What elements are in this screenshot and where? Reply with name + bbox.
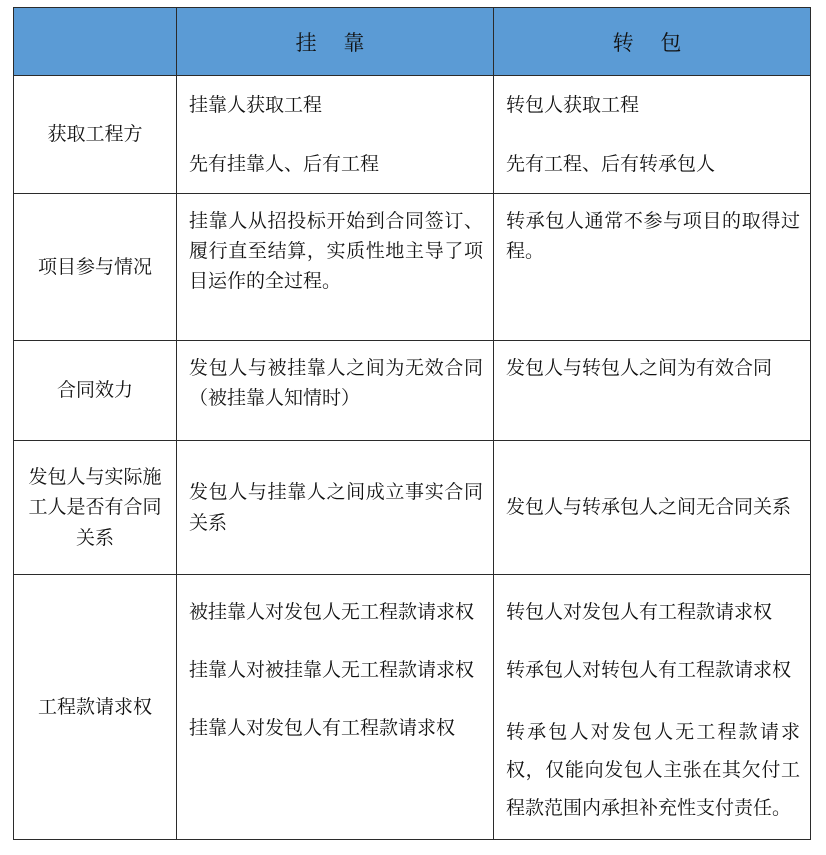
zhuanbao-cell [494, 441, 811, 575]
cell-line: 挂靠人对被挂靠人无工程款请求权 [189, 659, 475, 682]
table-row [14, 341, 811, 441]
cell-line: 发包人与转包人之间为有效合同 [506, 357, 773, 379]
cell-line: 挂靠人获取工程 [189, 94, 323, 117]
table-row [14, 441, 811, 575]
header-empty-cell [14, 8, 177, 76]
cell-line: 先有挂靠人、后有工程 [189, 152, 380, 175]
cell-line: 转包人获取工程 [506, 94, 640, 117]
guakao-cell [177, 341, 494, 441]
zhuanbao-cell [494, 76, 811, 194]
comparison-table [13, 7, 811, 840]
guakao-cell [177, 194, 494, 341]
cell-line: 挂靠人对发包人有工程款请求权 [189, 717, 456, 740]
guakao-cell [177, 441, 494, 575]
header-row [14, 8, 811, 76]
guakao-cell [177, 76, 494, 194]
table-row [14, 76, 811, 194]
cell-line: 转承包人对发包人无工程款请求权，仅能向发包人主张在其欠付工程款范围内承担补充性支付责任。 [506, 721, 800, 820]
row-label: 合同效力 [14, 341, 177, 441]
cell-line: 发包人与转承包人之间无合同关系 [506, 496, 792, 519]
zhuanbao-cell [494, 194, 811, 341]
row-label: 获取工程方 [14, 76, 177, 194]
guakao-cell [177, 575, 494, 840]
cell-line: 发包人与被挂靠人之间为无效合同（被挂靠人知情时） [189, 357, 483, 410]
header-zhuanbao: 转 包 [494, 8, 811, 76]
table-row [14, 194, 811, 341]
zhuanbao-cell [494, 341, 811, 441]
header-guakao: 挂 靠 [177, 8, 494, 76]
cell-line: 转包人对发包人有工程款请求权 [506, 601, 773, 623]
table-row [14, 575, 811, 840]
zhuanbao-cell [494, 575, 811, 840]
cell-line: 转承包人对转包人有工程款请求权 [506, 659, 792, 682]
cell-line: 挂靠人从招投标开始到合同签订、履行直至结算，实质性地主导了项目运作的全过程。 [189, 210, 483, 293]
row-label: 项目参与情况 [14, 194, 177, 341]
cell-line: 被挂靠人对发包人无工程款请求权 [189, 601, 475, 623]
row-label: 工程款请求权 [14, 575, 177, 840]
cell-line: 转承包人通常不参与项目的取得过程。 [506, 210, 800, 263]
comparison-table-wrapper [13, 7, 810, 840]
cell-line: 先有工程、后有转承包人 [506, 152, 716, 175]
row-label: 发包人与实际施工人是否有合同关系 [14, 441, 177, 575]
cell-line: 发包人与挂靠人之间成立事实合同关系 [189, 481, 483, 534]
